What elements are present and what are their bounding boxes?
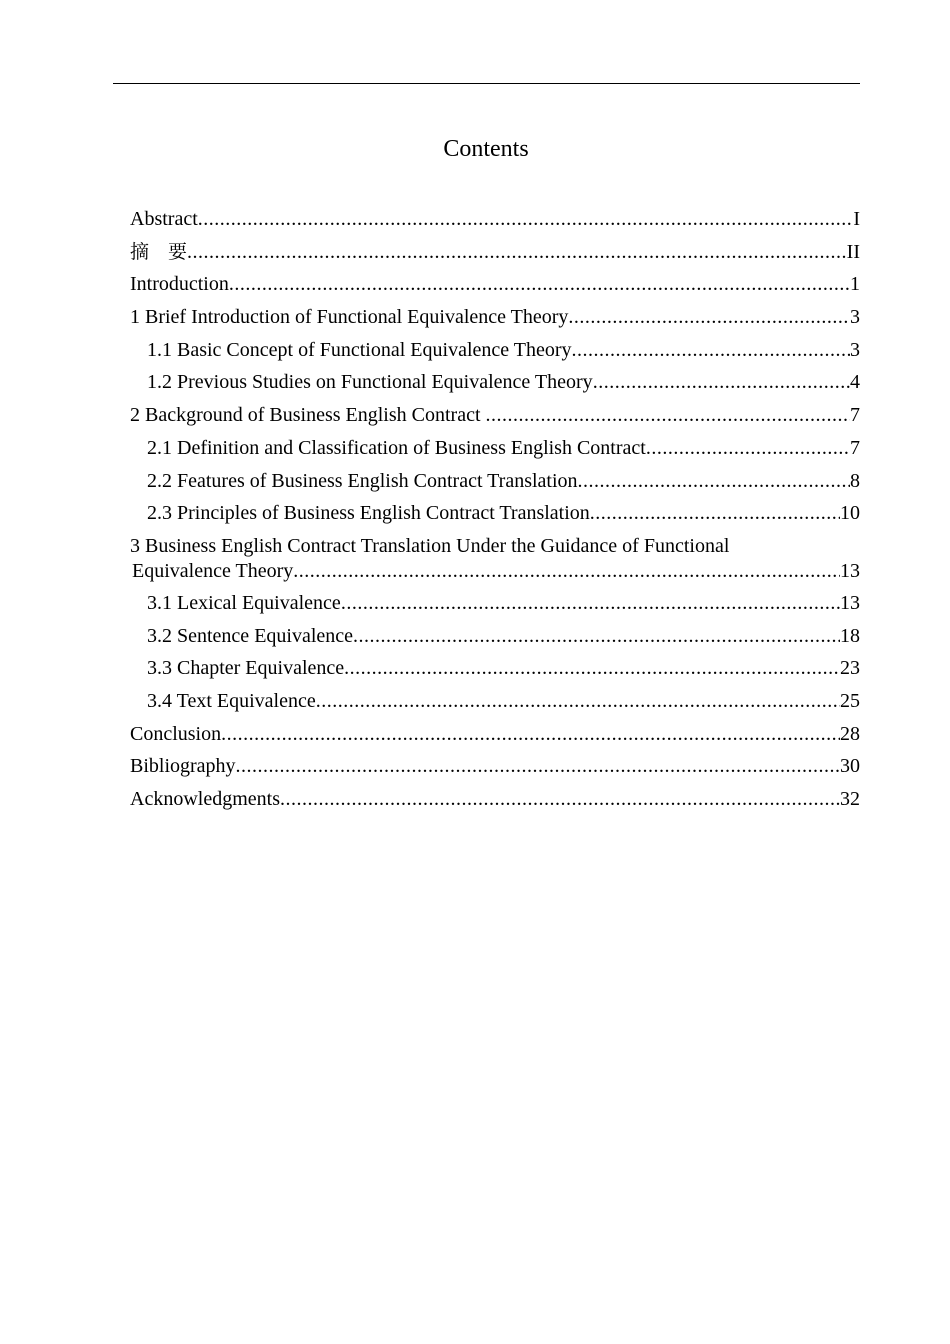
toc-dot-leader (590, 499, 840, 527)
toc-page-number: 4 (850, 371, 860, 394)
toc-page-number: 3 (850, 338, 860, 361)
toc-entry-line-2 (130, 557, 860, 585)
toc-entry-label: Bibliography (130, 755, 236, 778)
toc-entry-label-line-1: 3 Business English Contract Translation Under the Guidance of Functional (130, 534, 730, 557)
toc-entry-chapter-1[interactable] (130, 303, 860, 336)
toc-page-number: 7 (850, 404, 860, 427)
toc-entry-chapter-3[interactable] (130, 532, 860, 589)
toc-entry-label: 3.1 Lexical Equivalence (147, 591, 341, 614)
toc-page-number: 30 (840, 755, 860, 778)
toc-entry-section-3-4[interactable] (130, 687, 860, 720)
toc-entry-label: 2.3 Principles of Business English Contract Translation (147, 502, 590, 525)
toc-dot-leader (568, 303, 850, 331)
toc-entry-section-1-1[interactable] (130, 336, 860, 369)
toc-entry-label: 摘 要 (130, 240, 188, 263)
toc-page-number: 13 (840, 559, 860, 582)
toc-dot-leader (229, 270, 850, 298)
toc-entry-section-3-1[interactable] (130, 589, 860, 622)
toc-entry-label: 2.1 Definition and Classification of Business English Contract (147, 436, 646, 459)
toc-page-number: 7 (850, 436, 860, 459)
toc-entry-bibliography[interactable] (130, 752, 860, 785)
toc-page-number: 10 (840, 502, 860, 525)
toc-entry-label: 1 Brief Introduction of Functional Equivalence Theory (130, 306, 569, 329)
toc-entry-label: Conclusion (130, 722, 222, 745)
toc-page-number: 3 (850, 306, 860, 329)
toc-page-number: 28 (840, 722, 860, 745)
toc-page-number: 23 (840, 657, 860, 680)
toc-dot-leader (578, 467, 850, 495)
toc-entry-label: Introduction (130, 273, 229, 296)
toc-entry-section-1-2[interactable] (130, 368, 860, 401)
toc-dot-leader (353, 622, 840, 650)
toc-dot-leader (341, 589, 840, 617)
toc-page-number: 25 (840, 689, 860, 712)
toc-dot-leader (236, 752, 840, 780)
toc-entry-introduction[interactable] (130, 270, 860, 303)
toc-title: Contents (443, 136, 529, 162)
toc-entry-label: 3.2 Sentence Equivalence (147, 624, 354, 647)
toc-entry-section-2-2[interactable] (130, 467, 860, 500)
toc-entry-acknowledgments[interactable] (130, 785, 860, 818)
toc-entry-chinese-abstract[interactable] (130, 238, 860, 271)
toc-entry-label-line-2: Equivalence Theory (132, 559, 294, 582)
toc-entry-label: 3.3 Chapter Equivalence (147, 657, 345, 680)
toc-page-number: 32 (840, 788, 860, 810)
toc-entry-chapter-2[interactable] (130, 401, 860, 434)
toc-page-number: 13 (840, 591, 860, 614)
toc-page-number: II (846, 240, 860, 263)
toc-dot-leader (646, 434, 850, 462)
toc-entry-section-3-2[interactable] (130, 622, 860, 655)
toc-dot-leader (486, 401, 850, 429)
toc-dot-leader (344, 654, 840, 682)
toc-entry-section-2-1[interactable] (130, 434, 860, 467)
toc-dot-leader (198, 205, 854, 233)
toc-dot-leader (187, 238, 847, 266)
toc-entry-label: 2.2 Features of Business English Contract Translation (147, 469, 578, 492)
toc-dot-leader (280, 785, 840, 813)
toc-dot-leader (221, 720, 840, 748)
toc-entry-label: 1.2 Previous Studies on Functional Equivalence Theory (147, 371, 593, 394)
header-rule (113, 83, 860, 84)
toc-entry-label: 2 Background of Business English Contract (130, 404, 486, 427)
toc-entry-label: Acknowledgments (130, 788, 280, 810)
toc-entry-abstract[interactable] (130, 205, 860, 238)
toc-page-number: 1 (850, 273, 860, 296)
toc-entry-label: 3.4 Text Equivalence (147, 689, 316, 712)
toc-dot-leader (316, 687, 840, 715)
toc-entry-section-2-3[interactable] (130, 499, 860, 532)
toc-entry-label: 1.1 Basic Concept of Functional Equivalence Theory (147, 338, 572, 361)
table-of-contents (130, 205, 860, 818)
toc-entry-label: Abstract (130, 208, 198, 230)
toc-dot-leader (593, 368, 850, 396)
toc-dot-leader (572, 336, 850, 364)
toc-entry-section-3-3[interactable] (130, 654, 860, 687)
toc-page-number: I (853, 208, 860, 230)
toc-dot-leader (293, 557, 840, 585)
toc-page-number: 18 (840, 624, 860, 647)
toc-entry-conclusion[interactable] (130, 720, 860, 753)
toc-page-number: 8 (850, 469, 860, 492)
